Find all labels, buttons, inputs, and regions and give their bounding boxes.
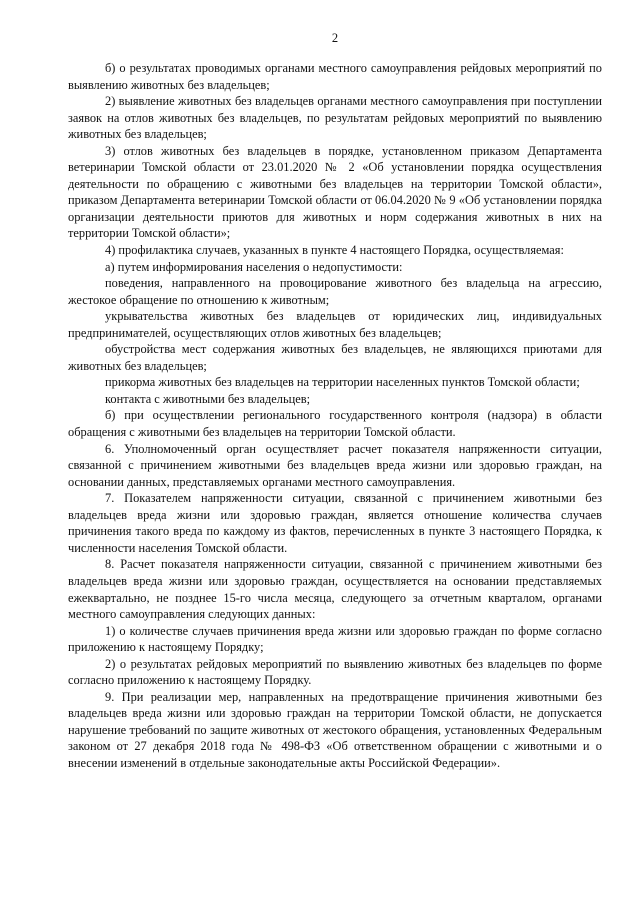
paragraph-feeding: прикорма животных без владельцев на территории населенных пунктов Томской области; xyxy=(105,375,580,390)
paragraph-8-1-harm-cases: 1) о количестве случаев причинения вреда жизни или здоровью граждан по форме согласно приложению к настоящему Порядку; xyxy=(68,623,602,655)
paragraph-4b-supervision: б) при осуществлении регионального государственного контроля (надзора) в области обращения с животными без владельцев на территории Томской области. xyxy=(68,408,602,440)
paragraph-1b-raid-results: б) о результатах проводимых органами местного самоуправления рейдовых мероприятий по выявлению животных без владельцев; xyxy=(68,61,602,92)
paragraph-6-calculation: 6. Уполномоченный орган осуществляет расчет показателя напряженности ситуации, связанной с причинением животными без владельцев вреда жизни или здоровью граждан, на основании данных, представляемых органами местного самоуправления. xyxy=(68,441,602,489)
document-body xyxy=(68,60,602,772)
page-number: 2 xyxy=(331,31,339,45)
paragraph-4-prevention: 4) профилактика случаев, указанных в пункте 4 настоящего Порядка, осуществляемая: xyxy=(105,243,564,258)
paragraph-3-capture: 3) отлов животных без владельцев в порядке, установленном приказом Департамента ветеринарии Томской области от 23.01.2020 № 2 «Об установлении порядка осуществления деятельности по обращению с животными без владельцев на территории Томской области», приказом Департамента ветеринарии Томской области от 06.04.2020 № 9 «Об установлении порядка организации деятельности приютов для животных и норм содержания животных в них на территории Томской области»; xyxy=(68,143,602,241)
paragraph-9-cruelty: 9. При реализации мер, направленных на предотвращение причинения животными без владельцев вреда жизни или здоровью граждан на территории Томской области, не допускается нарушение требований по защите животных от жестокого обращения, установленных Федеральным законом от 27 декабря 2018 года № 498-ФЗ «Об ответственном обращении с животными и о внесении изменений в отдельные законодательные акты Российской Федерации». xyxy=(68,689,602,770)
paragraph-8-data-basis: 8. Расчет показателя напряженности ситуации, связанной с причинением животными без владельцев вреда жизни или здоровью граждан, осуществляется на основании представляемых ежеквартально, не позднее 15-го числа месяца, следующего за отчетным кварталом, органами местного самоуправления следующих данных: xyxy=(68,557,602,622)
paragraph-provocation: поведения, направленного на провоцирование животного без владельца на агрессию, жестокое обращение по отношению к животным; xyxy=(68,276,602,307)
paragraph-4a-informing: а) путем информирования населения о недопустимости: xyxy=(105,259,403,274)
paragraph-concealment: укрывательства животных без владельцев от юридических лиц, индивидуальных предпринимателей, осуществляющих отлов животных без владельцев; xyxy=(68,309,602,340)
paragraph-keeping-places: обустройства мест содержания животных без владельцев, не являющихся приютами для животных без владельцев; xyxy=(68,342,602,373)
paragraph-2-identification: 2) выявление животных без владельцев органами местного самоуправления при поступлении заявок на отлов животных без владельцев, по результатам рейдовых мероприятий по выявлению животных без владельцев; xyxy=(68,94,602,142)
paragraph-contact: контакта с животными без владельцев; xyxy=(105,391,311,406)
paragraph-7-indicator: 7. Показателем напряженности ситуации, связанной с причинением животными без владельцев вреда жизни или здоровью граждан, является отношение количества случаев причинения такого вреда по каждому из фактов, перечисленных в пункте 3 настоящего Порядка, к численности населения Томской области. xyxy=(68,491,602,555)
paragraph-8-2-raid-results: 2) о результатах рейдовых мероприятий по выявлению животных без владельцев по форме согласно приложению к настоящему Порядку. xyxy=(68,656,602,688)
